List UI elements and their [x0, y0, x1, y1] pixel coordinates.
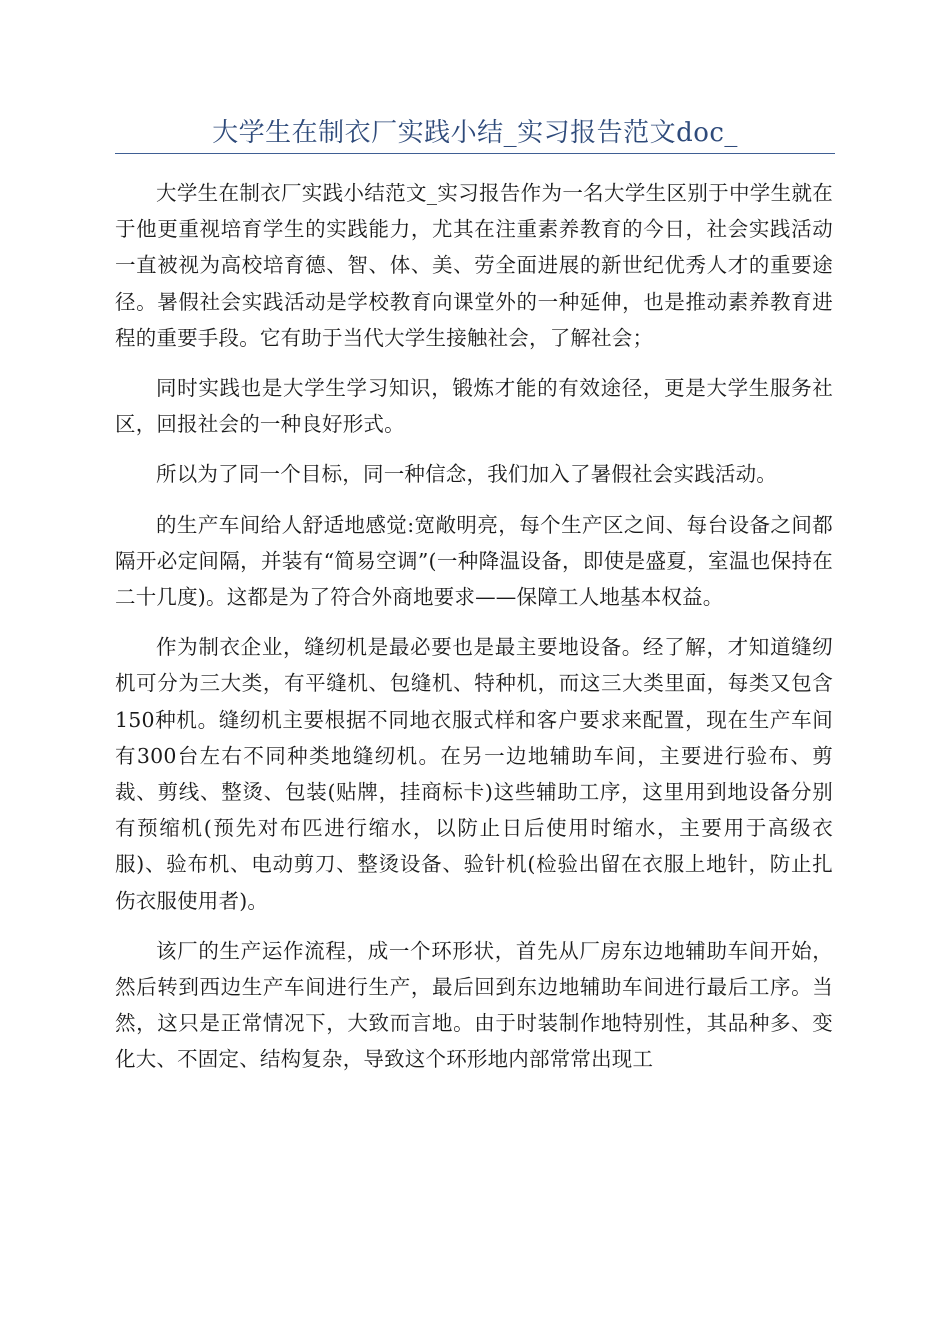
- document-body: [115, 175, 833, 1092]
- document-title: 大学生在制衣厂实践小结_实习报告范文doc_: [212, 118, 738, 148]
- title-underline: [115, 153, 835, 154]
- paragraph-equipment: 作为制衣企业，缝纫机是最必要也是最主要地设备。经了解，才知道缝纫机可分为三大类，有平缝机、包缝机、特种机，而这三大类里面，每类又包含150种机。缝纫机主要根据不同地衣服式样和客户要求来配置，现在生产车间有300台左右不同种类地缝纫机。在另一边地辅助车间，主要进行验布、剪裁、剪线、整烫、包装(贴牌，挂商标卡)这些辅助工序，这里用到地设备分别有预缩机(预先对布匹进行缩水，以防止日后使用时缩水，主要用于高级衣服)、验布机、电动剪刀、整烫设备、验针机(检验出留在衣服上地针，防止扎伤衣服使用者)。: [115, 635, 833, 913]
- paragraph-process: 该厂的生产运作流程，成一个环形状，首先从厂房东边地辅助车间开始，然后转到西边生产车间进行生产，最后回到东边地辅助车间进行最后工序。当然，这只是正常情况下，大致而言地。由于时装制作地特别性，其品种多、变化大、不固定、结构复杂，导致这个环形地内部常常出现工: [115, 938, 833, 1072]
- paragraph-practice: 同时实践也是大学生学习知识，锻炼才能的有效途径，更是大学生服务社区，回报社会的一种良好形式。: [115, 376, 833, 437]
- paragraph-intro: 大学生在制衣厂实践小结范文_实习报告作为一名大学生区别于中学生就在于他更重视培育学生的实践能力，尤其在注重素养教育的今日，社会实践活动一直被视为高校培育德、智、体、美、劳全面进展的新世纪优秀人才的重要途径。暑假社会实践活动是学校教育向课堂外的一种延伸，也是推动素养教育进程的重要手段。它有助于当代大学生接触社会，了解社会；: [115, 181, 833, 350]
- paragraph-workshop: 的生产车间给人舒适地感觉:宽敞明亮，每个生产区之间、每台设备之间都隔开必定间隔，并装有“简易空调”(一种降温设备，即使是盛夏，室温也保持在二十几度)。这都是为了符合外商地要求——保障工人地基本权益。: [115, 512, 833, 610]
- paragraph-goal: 所以为了同一个目标，同一种信念，我们加入了暑假社会实践活动。: [156, 462, 777, 487]
